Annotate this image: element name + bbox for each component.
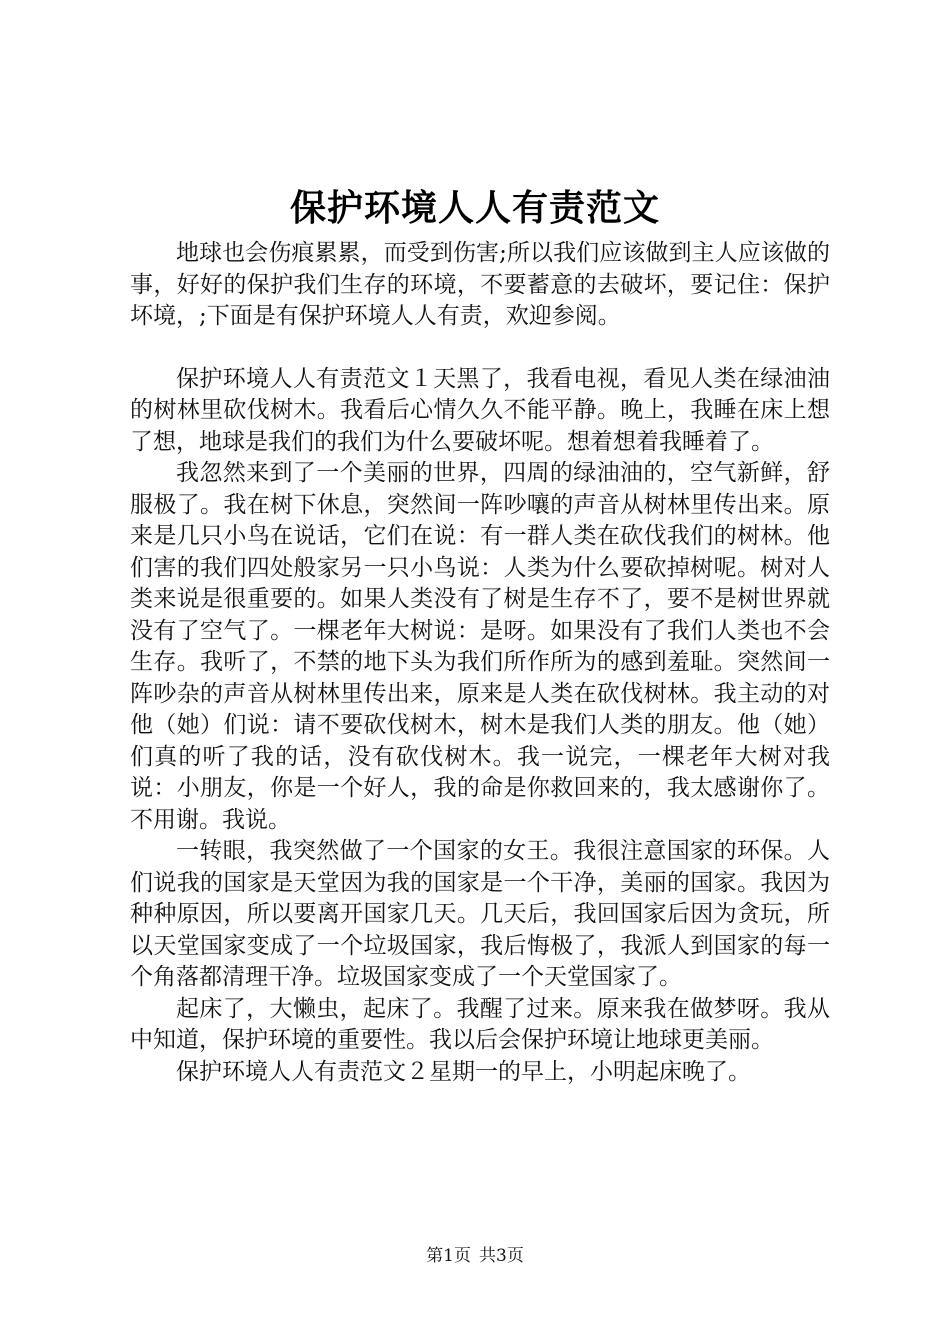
paragraph-essay1-opening: 保护环境人人有责范文１天黑了，我看电视，看见人类在绿油油的树林里砍伐树木。我看后心情久久不能平静。晚上，我睡在床上想了想，地球是我们的我们为什么要破坏呢。想着想着我睡着了。: [130, 365, 830, 455]
paragraph-essay2-opening: 保护环境人人有责范文２星期一的早上，小明起床晚了。: [176, 1058, 751, 1085]
paragraph-wake-up: 起床了，大懒虫，起床了。我醒了过来。原来我在做梦呀。我从中知道，保护环境的重要性。我以后会保护环境让地球更美丽。: [130, 995, 830, 1053]
paragraph-dream-world: 我忽然来到了一个美丽的世界，四周的绿油油的，空气新鲜，舒服极了。我在树下休息，突然间一阵吵嚷的声音从树林里传出来。原来是几只小鸟在说话，它们在说：有一群人类在砍伐我们的树林。他们害的我们四处般家另一只小鸟说：人类为什么要砍掉树呢。树对人类来说是很重要的。如果人类没有了树是生存不了，要不是树世界就没有了空气了。一棵老年大树说：是呀。如果没有了我们人类也不会生存。我听了，不禁的地下头为我们所作所为的感到羞耻。突然间一阵吵杂的声音从树林里传出来，原来是人类在砍伐树林。我主动的对他（她）们说：请不要砍伐树木，树木是我们人类的朋友。他（她）们真的听了我的话，没有砍伐树木。我一说完，一棵老年大树对我说：小朋友，你是一个好人，我的命是你救回来的，我太感谢你了。不用谢。我说。: [130, 460, 830, 833]
page-footer: [0, 1244, 950, 1268]
page-total: 共3页: [479, 1246, 524, 1266]
document-title: 保护环境人人有责范文: [289, 187, 660, 229]
paragraph-queen: 一转眼，我突然做了一个国家的女王。我很注意国家的环保。人们说我的国家是天堂因为我的国家是一个干净，美丽的国家。我因为种种原因，所以要离开国家几天。几天后，我回国家后因为贪玩，所以天堂国家变成了一个垃圾国家，我后悔极了，我派人到国家的每一个角落都清理干净。垃圾国家变成了一个天堂国家了。: [130, 838, 830, 990]
page-number: 第1页: [426, 1246, 471, 1266]
document-body: [130, 238, 830, 1088]
paragraph-intro: 地球也会伤痕累累，而受到伤害;所以我们应该做到主人应该做的事，好好的保护我们生存的环境，不要蓄意的去破坏，要记住：保护坏境，;下面是有保护环境人人有责，欢迎参阅。: [130, 240, 830, 329]
